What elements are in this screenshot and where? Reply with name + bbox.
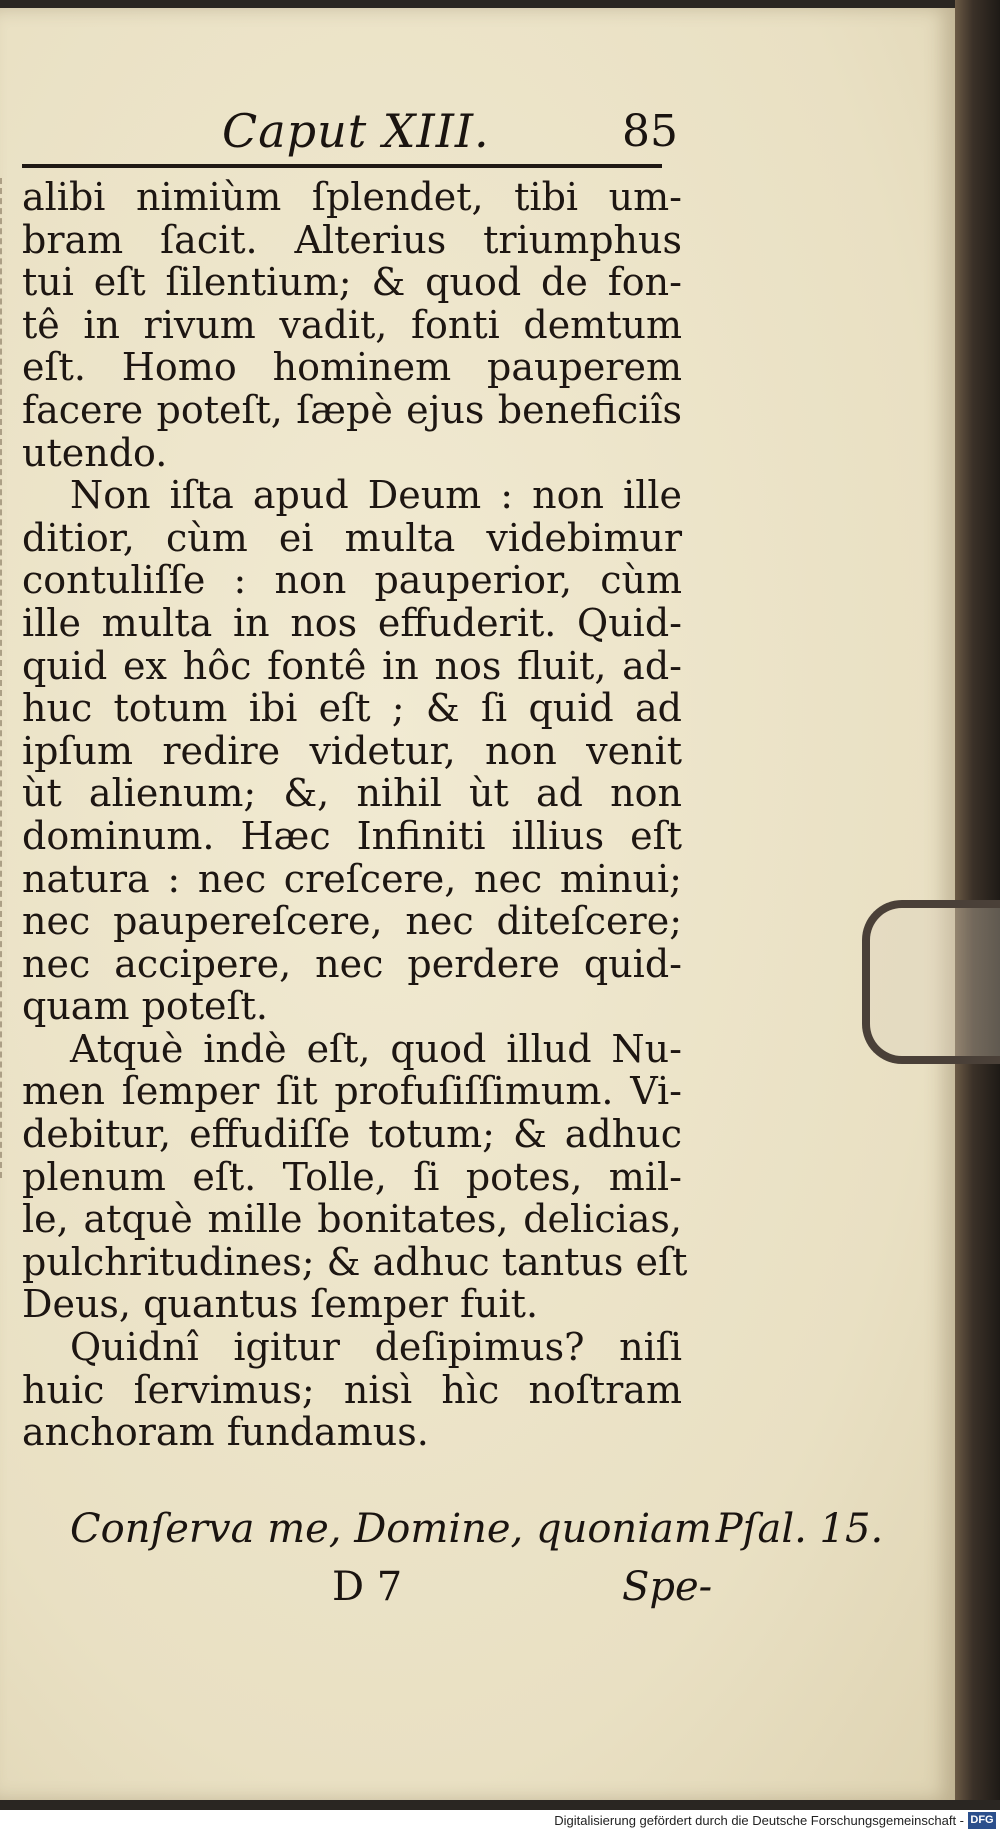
- text-line: bram ſacit. Alterius triumphus: [22, 217, 682, 262]
- page-number: 85: [622, 106, 678, 157]
- header-rule: [22, 164, 662, 168]
- text-line: plenum eſt. Tolle, ſi potes, mil-: [22, 1154, 682, 1199]
- text-line: Deus, quantus ſemper fuit.: [22, 1282, 539, 1327]
- running-head: Caput XIII.: [222, 104, 490, 158]
- text-line: tê in rivum vadit, fonti demtum: [22, 302, 682, 347]
- digitization-notice: Digitalisierung gefördert durch die Deutsche Forschungsgemeinschaft -: [554, 1813, 964, 1828]
- footer-quote: Conſerva me, Domine, quoniam: [70, 1506, 712, 1552]
- text-line: ipſum redire videtur, non venit: [22, 728, 682, 773]
- body-text: [22, 175, 688, 1455]
- text-line: ùt alienum; &, nihil ùt ad non: [22, 771, 682, 816]
- signature-row: [22, 1564, 713, 1616]
- text-line: pulchritudines; & adhuc tantus eſt: [22, 1239, 688, 1284]
- book-page: [0, 8, 955, 1800]
- binding-edge: [0, 178, 8, 1178]
- text-line: quid ex hôc fontê in nos fluit, ad-: [22, 643, 682, 688]
- text-line: anchoram fundamus.: [22, 1410, 429, 1455]
- text-line: quam poteſt.: [22, 984, 268, 1029]
- text-line: contuliſſe : non pauperior, cùm: [22, 558, 682, 603]
- text-line: huc totum ibi eſt ; & ſi quid ad: [22, 686, 682, 731]
- footer-quote-line: [70, 1506, 884, 1562]
- text-line: eſt. Homo hominem pauperem: [22, 345, 682, 390]
- signature-mark: D 7: [332, 1564, 403, 1610]
- text-line: tui eſt ſilentium; & quod de fon-: [22, 260, 682, 305]
- text-line: nec paupereſcere, nec diteſcere;: [22, 899, 682, 944]
- text-line: le, atquè mille bonitates, delicias,: [22, 1197, 682, 1242]
- dfg-logo: DFG: [968, 1812, 996, 1829]
- digitization-bar: [0, 1810, 1000, 1832]
- text-line: debitur, effudiſſe totum; & adhuc: [22, 1112, 682, 1157]
- text-line: natura : nec creſcere, nec minui;: [22, 856, 682, 901]
- text-line: facere poteſt, ſæpè ejus beneficiîs: [22, 387, 682, 432]
- text-line: nec accipere, nec perdere quid-: [22, 941, 682, 986]
- text-line: dominum. Hæc Infiniti illius eſt: [22, 813, 682, 858]
- text-line: huic ſervimus; nisì hìc noſtram: [22, 1367, 682, 1412]
- page-header: [22, 104, 678, 164]
- text-line: alibi nimiùm ſplendet, tibi um-: [22, 175, 682, 219]
- text-line: Quidnî igitur deſipimus? niſi: [70, 1325, 682, 1370]
- text-line: Atquè indè eſt, quod illud Nu-: [70, 1026, 682, 1071]
- text-line: ditior, cùm ei multa videbimur: [22, 515, 682, 560]
- margin-note: Pſal. 15.: [715, 1506, 884, 1552]
- clasp-tab: [862, 900, 1000, 1064]
- text-line: utendo.: [22, 430, 168, 475]
- text-line: Non iſta apud Deum : non ille: [70, 473, 682, 518]
- text-line: ille multa in nos effuderit. Quid-: [22, 600, 682, 645]
- catchword: Spe-: [622, 1564, 713, 1610]
- text-line: men ſemper ſit profuſiſſimum. Vi-: [22, 1069, 682, 1114]
